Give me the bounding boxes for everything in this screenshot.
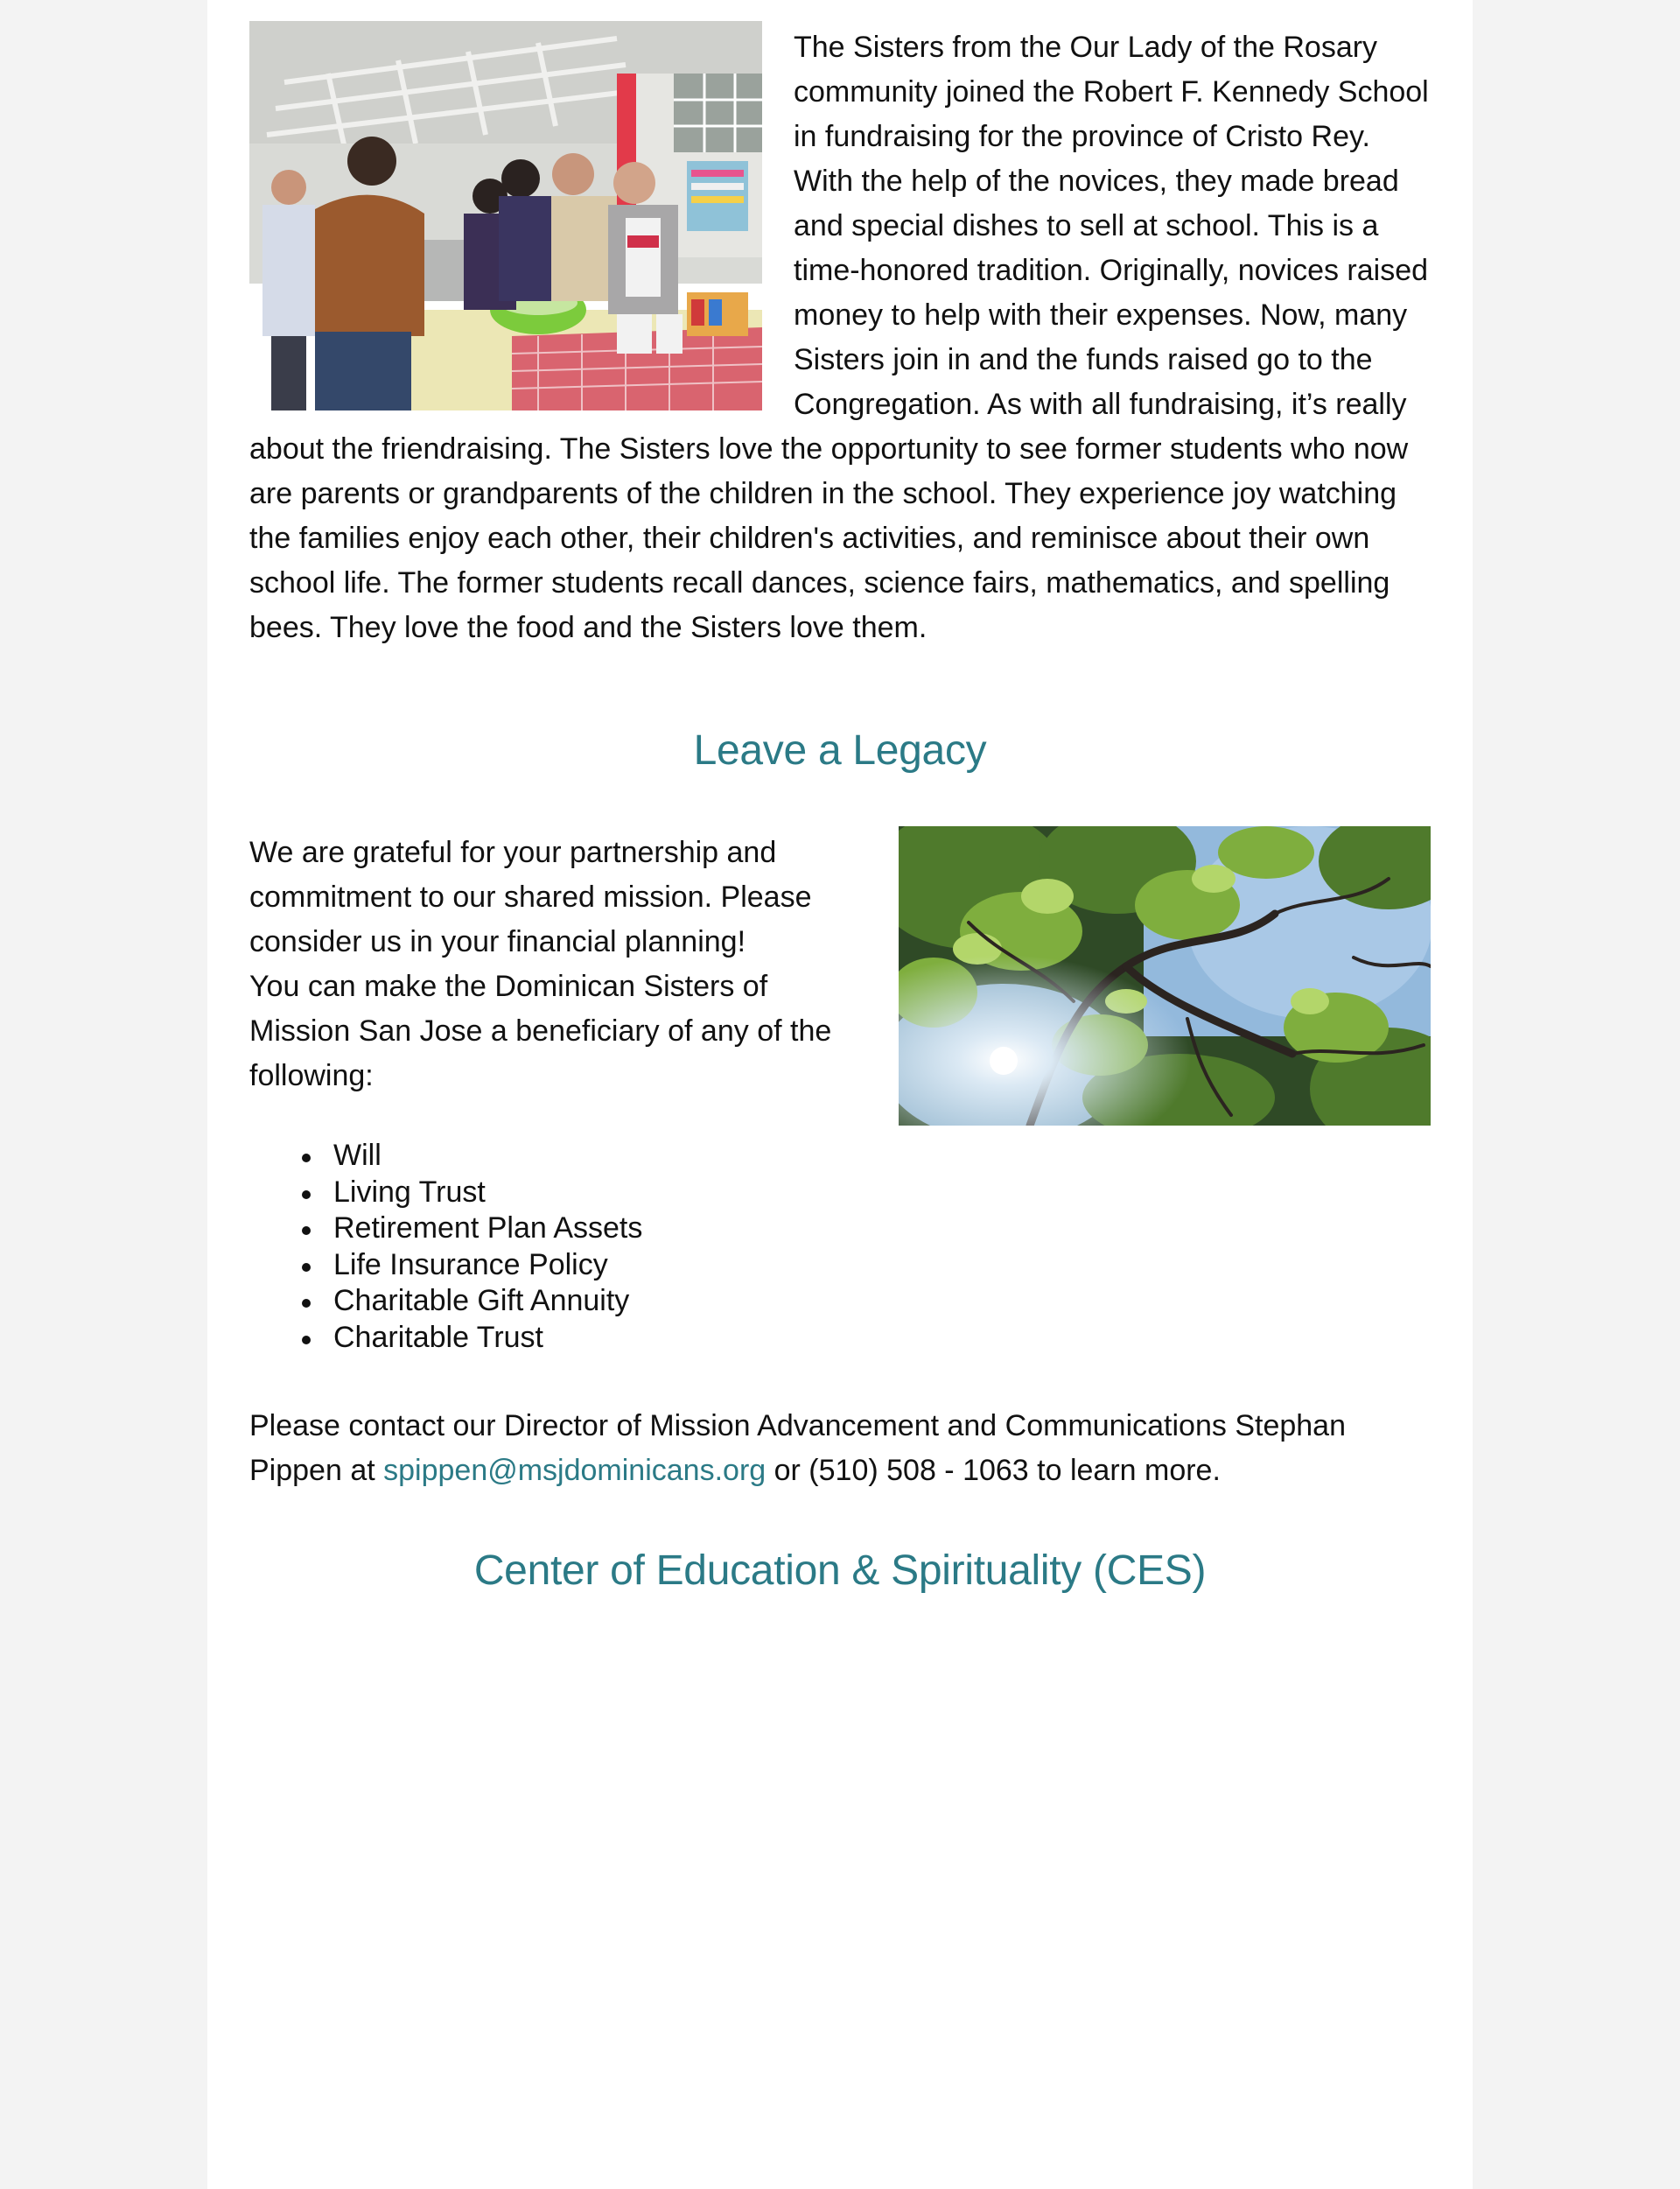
legacy-heading: Leave a Legacy xyxy=(693,727,987,774)
legacy-intro-text: We are grateful for your partnership and commitment to our shared mission. Please consider us in your financial planning! xyxy=(249,836,812,958)
tree-canopy-photo-art xyxy=(899,826,1431,1126)
beneficiary-option: Charitable Gift Annuity xyxy=(249,1283,642,1320)
beneficiary-option: Living Trust xyxy=(249,1175,642,1211)
contact-email-link[interactable]: spippen@msjdominicans.org xyxy=(383,1454,766,1487)
beneficiary-options-list xyxy=(249,1138,642,1356)
ces-heading: Center of Education & Spirituality (CES) xyxy=(473,1547,1207,1594)
newsletter-page xyxy=(207,0,1473,2189)
beneficiary-option: Life Insurance Policy xyxy=(249,1247,642,1284)
beneficiary-option: Charitable Trust xyxy=(249,1320,642,1357)
legacy-beneficiary-text: You can make the Dominican Sisters of Mission San Jose a beneficiary of any of the following: xyxy=(249,970,832,1092)
beneficiary-option: Retirement Plan Assets xyxy=(249,1210,642,1247)
legacy-intro xyxy=(249,831,862,1098)
fundraising-story-text: The Sisters from the Our Lady of the Rosary community joined the Robert F. Kennedy School in fundraising for the province of Cristo Rey. With the help of the novices, they made bread and special dishes to sell at school. This is a time-honored tradition. Originally, novices raised money to help with their expenses. Now, many Sisters join in and the funds raised go to the Congregation. As with all fundraising, it’s really about the friendraising. The Sisters love the opportunity to see former students who now are parents or grandparents of the children in the school. They experience joy watching the families enjoy each other, their children's activities, and reminisce about their own school life. The former students recall dances, science fairs, mathematics, and spelling bees. They love the food and the Sisters love them. xyxy=(249,31,1429,644)
contact-paragraph xyxy=(249,1404,1431,1493)
tree-canopy-photo xyxy=(899,826,1431,1126)
fundraising-story xyxy=(249,21,1431,650)
contact-text-before: Please contact our Director of Mission Advancement and Communications Stephan Pippen at xyxy=(249,1409,1346,1487)
contact-text-after: or (510) 508 - 1063 to learn more. xyxy=(766,1454,1221,1487)
fundraising-photo xyxy=(249,21,762,410)
fundraising-photo-art xyxy=(249,21,762,410)
beneficiary-option: Will xyxy=(249,1138,642,1175)
